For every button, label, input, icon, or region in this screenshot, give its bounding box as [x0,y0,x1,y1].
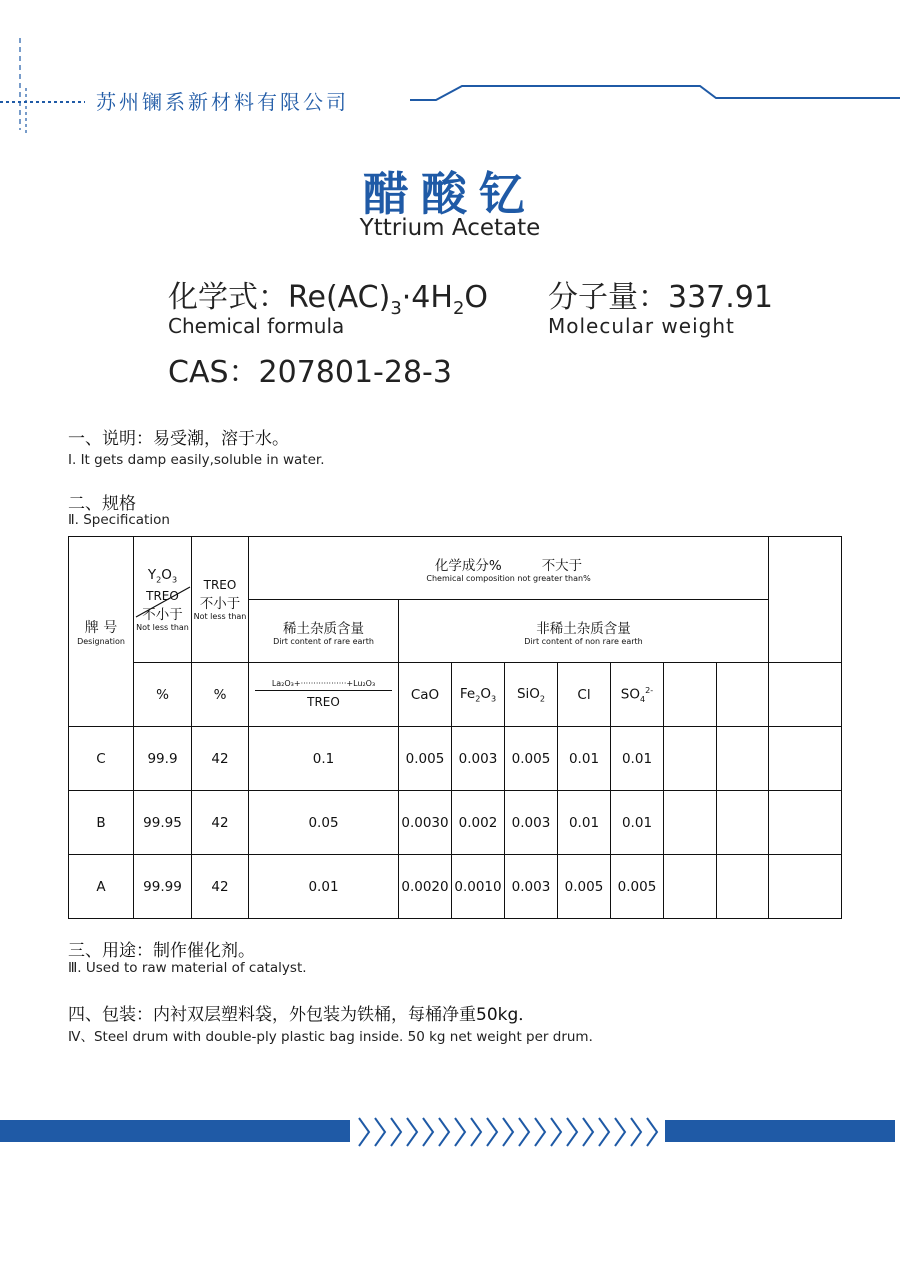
chevron-icon [535,1118,545,1146]
empty-col-header [769,663,842,727]
y2o3-unit: % [134,663,192,727]
table-row [69,727,842,791]
chevron-icon [583,1118,593,1146]
section2-en: Ⅱ. Specification [68,512,170,528]
chemical-formula: 化学式：$Re(AC)_3\cdot 4H_2O$ [168,280,489,319]
chevron-icon [407,1118,417,1146]
chevron-icon [375,1118,385,1146]
re-cell: 0.01 [249,855,399,919]
empty-cell [769,791,842,855]
footer-bar-left [0,1120,350,1142]
chevron-icon [599,1118,609,1146]
so4-header: $SO_4^{2-}$ [611,663,664,727]
cao-header: CaO [399,663,452,727]
non-rare-earth-header: 非稀土杂质含量 Dirt content of non rare earth [399,600,769,663]
product-title-en: Yttrium Acetate [359,215,541,241]
re-cell: 0.05 [249,791,399,855]
designation-header: 牌 号 Designation [69,537,134,727]
fe2o3-cell: 0.002 [452,791,505,855]
so4-cell: 0.005 [611,855,664,919]
molecular-weight: 分子量：337.91 [548,280,773,315]
y2o3-header: $Y_2O_3$ TREO 不小于 Not less than [134,537,192,663]
chevron-icon [647,1118,657,1146]
section4-cn: 四、包装：内衬双层塑料袋，外包装为铁桶，每桶净重50kg． [68,1005,536,1025]
section4-en: Ⅳ、Steel drum with double-ply plastic bag inside. 50 kg net weight per drum． [68,1029,603,1045]
chevron-icon [391,1118,401,1146]
cao-cell: 0.005 [399,727,452,791]
chevron-icon [567,1118,577,1146]
table-row [69,855,842,919]
section1-en: Ⅰ. It gets damp easily,soluble in water. [68,452,325,468]
company-name: 苏州镧系新材料有限公司 [96,90,349,114]
cao-cell: 0.0030 [399,791,452,855]
empty-cell [664,855,717,919]
treo-header: TREO 不小于 Not less than [192,537,249,663]
empty-col-header [717,663,769,727]
grade-cell: B [69,791,134,855]
chevron-icon [423,1118,433,1146]
grade-cell: C [69,727,134,791]
so4-cell: 0.01 [611,727,664,791]
y2o3-cell: 99.9 [134,727,192,791]
chevron-icon [615,1118,625,1146]
chevron-icon [455,1118,465,1146]
grade-cell: A [69,855,134,919]
treo-cell: 42 [192,727,249,791]
rare-earth-header: 稀土杂质含量 Dirt content of rare earth [249,600,399,663]
footer-chevrons [355,1114,660,1150]
sio2-cell: 0.003 [505,855,558,919]
y2o3-cell: 99.95 [134,791,192,855]
chemical-formula-en: Chemical formula [168,314,345,338]
treo-unit: % [192,663,249,727]
chevron-icon [503,1118,513,1146]
footer-bar-right [665,1120,895,1142]
so4-cell: 0.01 [611,791,664,855]
table-row [69,791,842,855]
cl-cell: 0.01 [558,791,611,855]
cas-number: CAS：207801-28-3 [168,355,452,390]
section2-cn: 二、规格 [68,494,136,514]
cl-cell: 0.005 [558,855,611,919]
empty-cell [717,855,769,919]
chevron-icon [631,1118,641,1146]
chevron-icon [519,1118,529,1146]
ratio-header: La₂O₃+··················+Lu₂O₃ TREO [249,663,399,727]
section1-cn: 一、说明：易受潮，溶于水。 [68,429,289,449]
sio2-cell: 0.003 [505,791,558,855]
chevron-icon [487,1118,497,1146]
cl-header: Cl [558,663,611,727]
blank-header-cell [769,537,842,663]
empty-cell [717,727,769,791]
empty-col-header [664,663,717,727]
molecular-weight-en: Molecular weight [548,314,735,338]
empty-cell [717,791,769,855]
treo-cell: 42 [192,855,249,919]
empty-cell [769,727,842,791]
fe2o3-header: $Fe_2O_3$ [452,663,505,727]
cao-cell: 0.0020 [399,855,452,919]
empty-cell [664,727,717,791]
chevron-icon [551,1118,561,1146]
sio2-cell: 0.005 [505,727,558,791]
chevron-icon [439,1118,449,1146]
empty-cell [769,855,842,919]
section3-cn: 三、用途：制作催化剂。 [68,941,255,961]
chevron-icon [359,1118,369,1146]
empty-cell [664,791,717,855]
sio2-header: SiO$_2$ [505,663,558,727]
y2o3-cell: 99.99 [134,855,192,919]
specification-table [68,536,842,919]
treo-cell: 42 [192,791,249,855]
section3-en: Ⅲ. Used to raw material of catalyst. [68,960,307,976]
product-title-cn: 醋酸钇 [363,167,537,221]
chevron-icon [471,1118,481,1146]
chemical-composition-header: 化学成分% 不大于 Chemical composition not greater than% [249,537,769,600]
cl-cell: 0.01 [558,727,611,791]
re-cell: 0.1 [249,727,399,791]
fe2o3-cell: 0.0010 [452,855,505,919]
fe2o3-cell: 0.003 [452,727,505,791]
